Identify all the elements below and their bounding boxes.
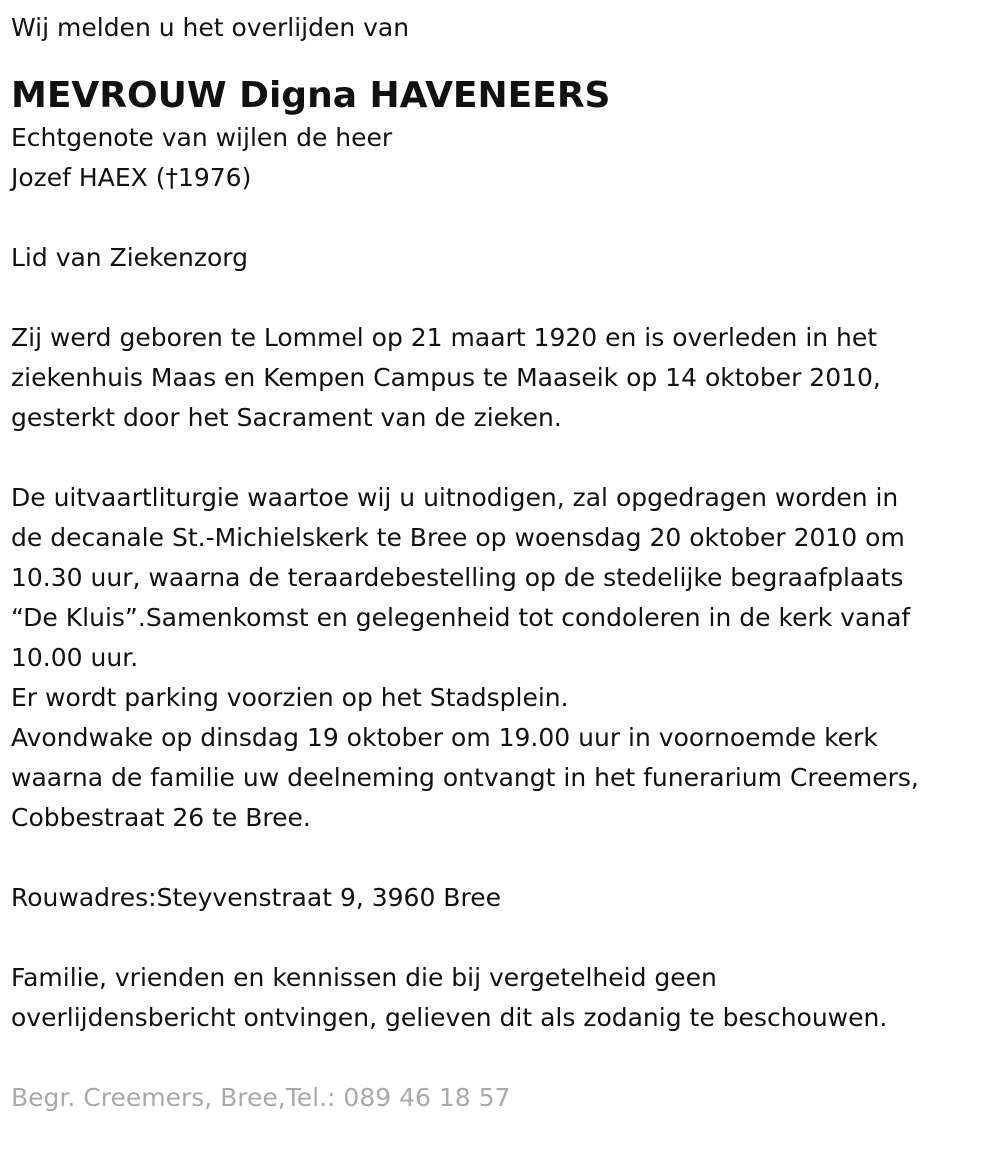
membership-text: Lid van Ziekenzorg xyxy=(11,243,248,272)
funeral-line: 10.30 uur, waarna de teraardebestelling op de stedelijke begraafplaats xyxy=(11,563,904,592)
funeral-line: “De Kluis”.Samenkomst en gelegenheid tot condoleren in de kerk vanaf xyxy=(11,603,911,632)
funeral-line: Avondwake op dinsdag 19 oktober om 19.00 uur in voornoemde kerk xyxy=(11,723,878,752)
address-block xyxy=(11,878,990,918)
notice-block xyxy=(11,958,990,1038)
birth-death-line: gesterkt door het Sacrament van de zieken. xyxy=(11,403,562,432)
funeral-line: 10.00 uur. xyxy=(11,643,139,672)
funeral-line: waarna de familie uw deelneming ontvangt in het funerarium Creemers, xyxy=(11,763,919,792)
birth-death-line: ziekenhuis Maas en Kempen Campus te Maaseik op 14 oktober 2010, xyxy=(11,363,881,392)
membership-block xyxy=(11,238,990,278)
funeral-home-footer: Begr. Creemers, Bree,Tel.: 089 46 18 57 xyxy=(11,1083,511,1112)
deceased-name: MEVROUW Digna HAVENEERS xyxy=(11,75,611,116)
intro-text: Wij melden u het overlijden van xyxy=(11,13,410,42)
funeral-line: Cobbestraat 26 te Bree. xyxy=(11,803,311,832)
spouse-block xyxy=(11,118,990,198)
funeral-block xyxy=(11,478,990,838)
funeral-line: De uitvaartliturgie waartoe wij u uitnodigen, zal opgedragen worden in xyxy=(11,483,899,512)
birth-death-block xyxy=(11,318,990,438)
spouse-line: Echtgenote van wijlen de heer xyxy=(11,123,393,152)
notice-line: Familie, vrienden en kennissen die bij vergetelheid geen xyxy=(11,963,717,992)
mourning-address: Rouwadres:Steyvenstraat 9, 3960 Bree xyxy=(11,883,501,912)
spouse-line: Jozef HAEX (†1976) xyxy=(11,163,252,192)
birth-death-line: Zij werd geboren te Lommel op 21 maart 1920 en is overleden in het xyxy=(11,323,878,352)
notice-line: overlijdensbericht ontvingen, gelieven dit als zodanig te beschouwen. xyxy=(11,1003,888,1032)
funeral-line: de decanale St.-Michielskerk te Bree op woensdag 20 oktober 2010 om xyxy=(11,523,905,552)
footer-block xyxy=(11,1078,990,1118)
funeral-line: Er wordt parking voorzien op het Stadsplein. xyxy=(11,683,569,712)
